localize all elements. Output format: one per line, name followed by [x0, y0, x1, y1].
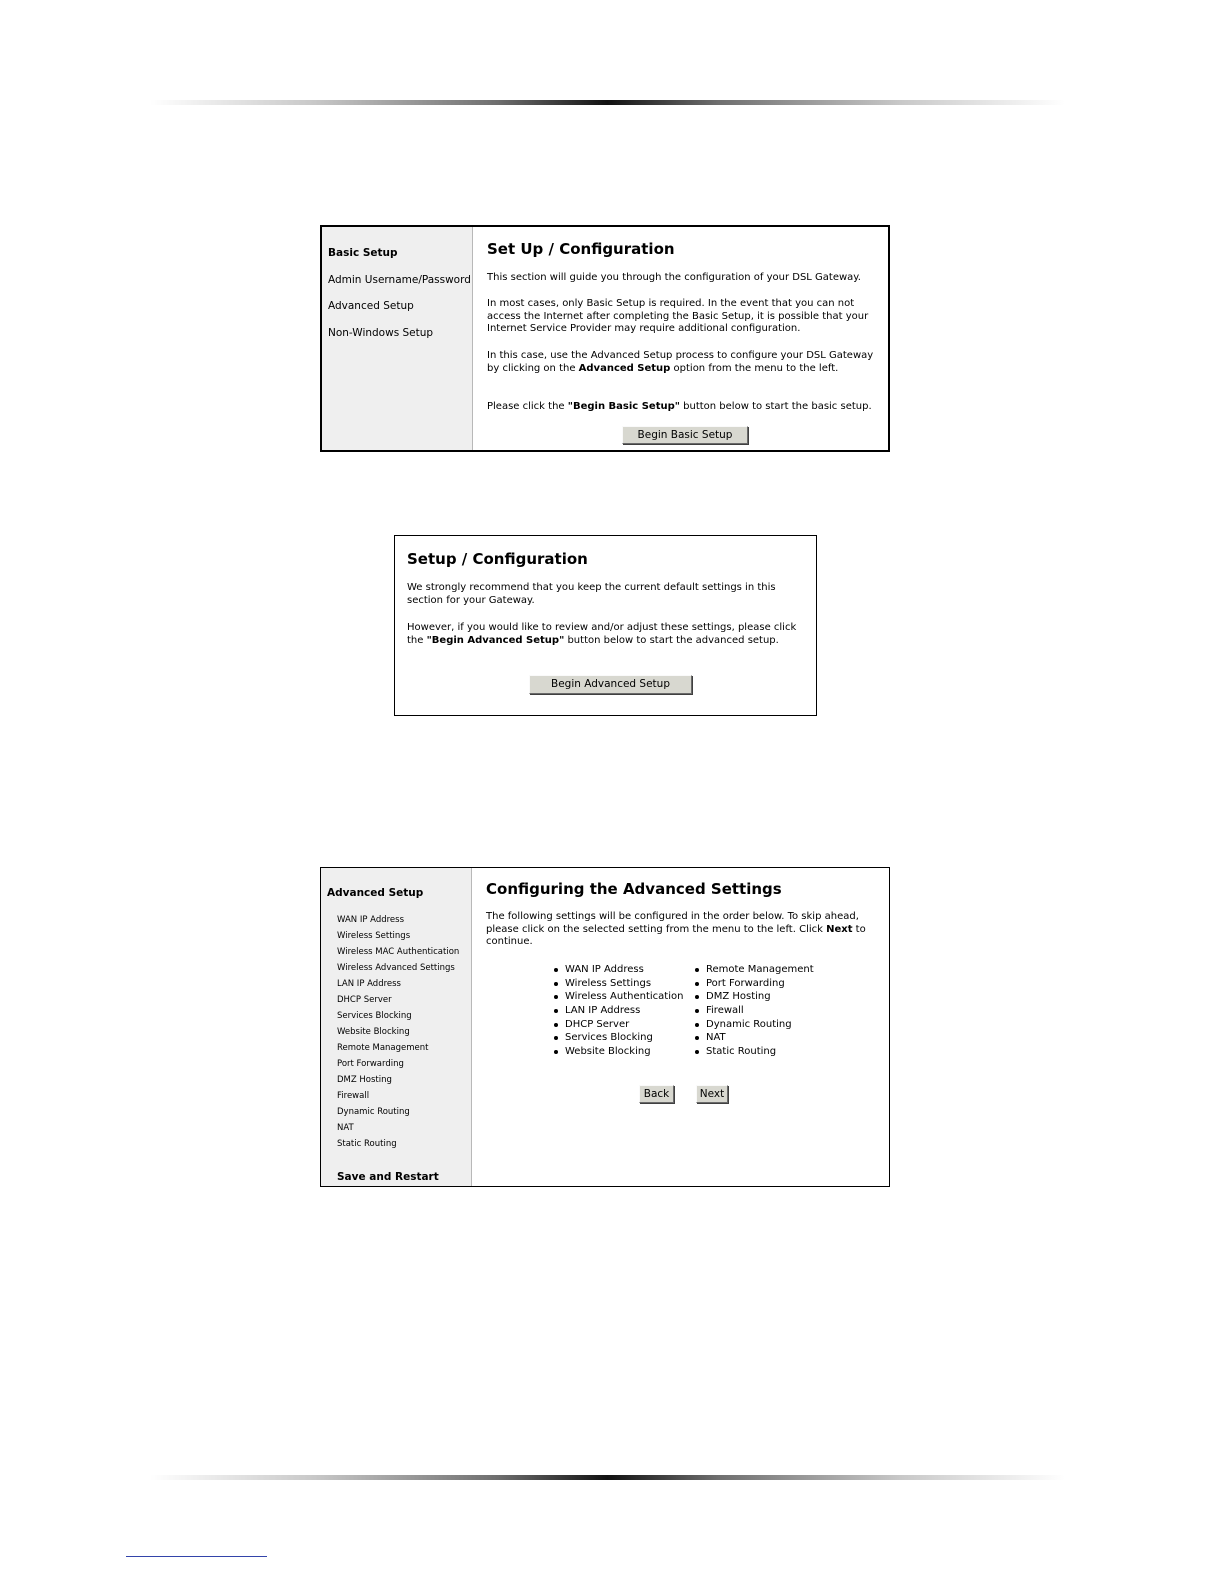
settings-list-left [552, 963, 683, 1059]
sidebar-item-wireless-advanced-settings[interactable]: Wireless Advanced Settings [337, 963, 455, 973]
sidebar-item-nat[interactable]: NAT [337, 1123, 354, 1133]
back-button[interactable]: Back [639, 1085, 674, 1103]
list-item: DHCP Server [552, 1018, 683, 1032]
intro-text: This section will guide you through the configuration of your DSL Gateway. [487, 272, 861, 283]
list-item: DMZ Hosting [693, 990, 814, 1004]
next-button[interactable]: Next [696, 1085, 728, 1103]
list-item: Website Blocking [552, 1045, 683, 1059]
list-item: Static Routing [693, 1045, 814, 1059]
sidebar-item-lan-ip-address[interactable]: LAN IP Address [337, 979, 401, 989]
bottom-divider [150, 1475, 1065, 1480]
sidebar-item-save-and-restart[interactable]: Save and Restart [337, 1171, 439, 1183]
sidebar-item-firewall[interactable]: Firewall [337, 1091, 370, 1101]
sidebar-item-admin-username-password[interactable]: Admin Username/Password [328, 274, 471, 286]
list-item: NAT [693, 1031, 814, 1045]
basic-setup-screen [320, 225, 890, 452]
setup-sidebar [322, 227, 473, 450]
sidebar-heading-advanced-setup[interactable]: Advanced Setup [327, 887, 424, 899]
list-item: Remote Management [693, 963, 814, 977]
settings-list-right [693, 963, 814, 1059]
sidebar-item-remote-management[interactable]: Remote Management [337, 1043, 429, 1053]
recommendation-text: We strongly recommend that you keep the current default settings in this section for your Gateway. [407, 582, 776, 606]
advanced-settings-screen [320, 867, 890, 1187]
sidebar-item-wireless-mac-authentication[interactable]: Wireless MAC Authentication [337, 947, 460, 957]
sidebar-item-website-blocking[interactable]: Website Blocking [337, 1027, 410, 1037]
list-item: Firewall [693, 1004, 814, 1018]
list-item: Dynamic Routing [693, 1018, 814, 1032]
list-item: Services Blocking [552, 1031, 683, 1045]
list-item: Port Forwarding [693, 977, 814, 991]
setup-content [473, 227, 888, 450]
sidebar-item-static-routing[interactable]: Static Routing [337, 1139, 397, 1149]
advanced-setup-intro-screen [394, 535, 817, 716]
page-title: Setup / Configuration [407, 550, 588, 568]
list-item: WAN IP Address [552, 963, 683, 977]
sidebar-item-advanced-setup[interactable]: Advanced Setup [328, 300, 414, 312]
sidebar-item-port-forwarding[interactable]: Port Forwarding [337, 1059, 404, 1069]
begin-instruction: However, if you would like to review and/or adjust these settings, please click the "Begin Advanced Setup" button below to start the advanced setup. [407, 622, 797, 646]
begin-instruction: Please click the "Begin Basic Setup" button below to start the basic setup. [487, 401, 872, 412]
basic-setup-note: In most cases, only Basic Setup is required. In the event that you can not access the Internet after completing the Basic Setup, it is possible that your Internet Service Provider may require additional configuration. [487, 298, 869, 334]
sidebar-item-services-blocking[interactable]: Services Blocking [337, 1011, 412, 1021]
list-item: Wireless Settings [552, 977, 683, 991]
top-divider [150, 100, 1065, 105]
footer-link-underline [126, 1556, 267, 1557]
sidebar-item-dmz-hosting[interactable]: DMZ Hosting [337, 1075, 392, 1085]
sidebar-item-non-windows-setup[interactable]: Non-Windows Setup [328, 327, 434, 339]
sidebar-item-wan-ip-address[interactable]: WAN IP Address [337, 915, 404, 925]
list-item: LAN IP Address [552, 1004, 683, 1018]
advanced-setup-note: In this case, use the Advanced Setup process to configure your DSL Gateway by clicking on the Advanced Setup option from the menu to the left. [487, 350, 874, 374]
page-title: Configuring the Advanced Settings [486, 880, 782, 898]
begin-advanced-setup-button[interactable]: Begin Advanced Setup [529, 675, 692, 694]
sidebar-item-wireless-settings[interactable]: Wireless Settings [337, 931, 411, 941]
sidebar-item-dhcp-server[interactable]: DHCP Server [337, 995, 392, 1005]
advanced-sidebar [321, 868, 472, 1186]
advanced-content [472, 868, 889, 1186]
sidebar-item-basic-setup[interactable]: Basic Setup [328, 247, 398, 259]
sidebar-item-dynamic-routing[interactable]: Dynamic Routing [337, 1107, 410, 1117]
intro-text: The following settings will be configured in the order below. To skip ahead, please click on the selected setting from the menu to the left. Click Next to continue. [486, 911, 866, 947]
page-title: Set Up / Configuration [487, 240, 675, 258]
list-item: Wireless Authentication [552, 990, 683, 1004]
begin-basic-setup-button[interactable]: Begin Basic Setup [622, 426, 748, 444]
